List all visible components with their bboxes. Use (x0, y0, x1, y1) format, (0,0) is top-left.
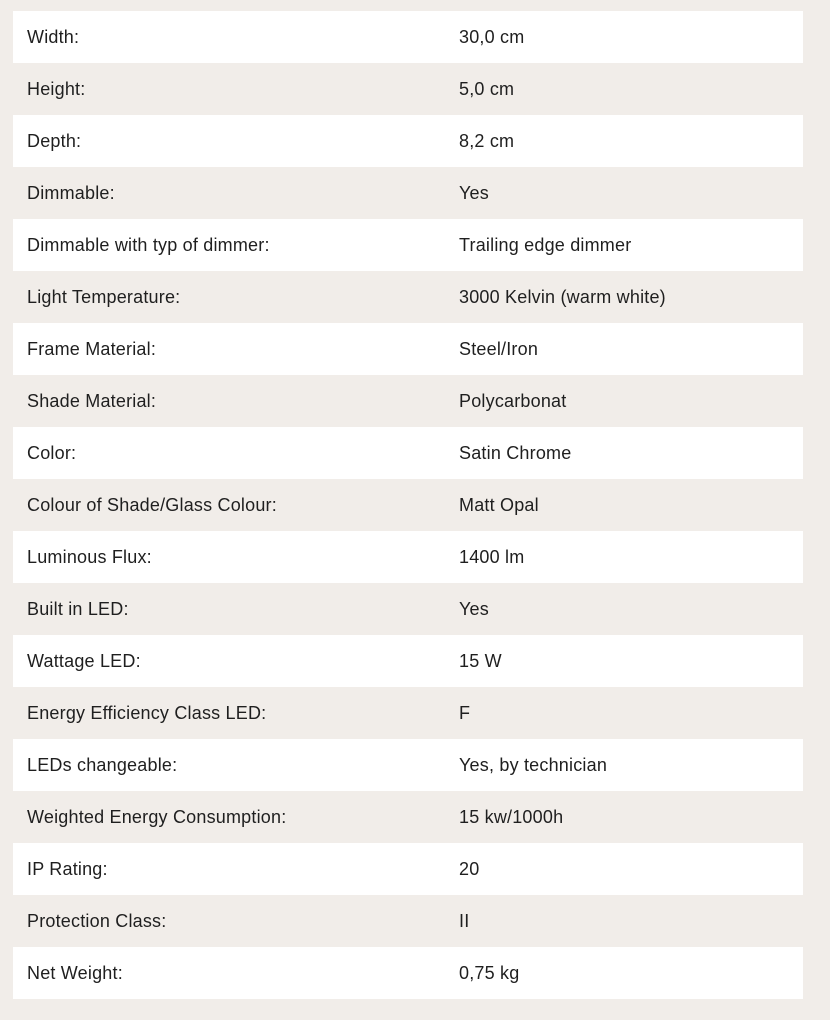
spec-label: IP Rating: (27, 858, 108, 879)
spec-value: 3000 Kelvin (warm white) (459, 286, 666, 307)
spec-value: F (459, 702, 471, 723)
spec-row-leds-changeable (13, 739, 803, 791)
spec-value: 1400 lm (459, 546, 525, 567)
spec-row-net-weight (13, 947, 803, 999)
spec-row-color (13, 427, 803, 479)
spec-row-energy-consumption (13, 791, 803, 843)
spec-row-shade-material (13, 375, 803, 427)
spec-label: Weighted Energy Consumption: (27, 806, 287, 827)
spec-label: Built in LED: (27, 598, 129, 619)
spec-row-built-in-led (13, 583, 803, 635)
spec-row-shade-colour (13, 479, 803, 531)
specifications-table (13, 11, 803, 999)
spec-value: Yes (459, 598, 489, 619)
spec-label: Frame Material: (27, 338, 157, 359)
spec-label: Luminous Flux: (27, 546, 152, 567)
spec-row-dimmable (13, 167, 803, 219)
spec-row-wattage-led (13, 635, 803, 687)
spec-row-ip-rating (13, 843, 803, 895)
spec-label: Colour of Shade/Glass Colour: (27, 494, 277, 515)
spec-row-height (13, 63, 803, 115)
spec-value: Trailing edge dimmer (459, 234, 632, 255)
spec-label: Shade Material: (27, 390, 157, 411)
spec-value: 20 (459, 858, 480, 879)
spec-value: Steel/Iron (459, 338, 539, 359)
spec-value: Yes, by technician (459, 754, 608, 775)
spec-value: 15 kw/1000h (459, 806, 564, 827)
spec-row-protection-class (13, 895, 803, 947)
spec-label: Wattage LED: (27, 650, 141, 671)
spec-value: Yes (459, 182, 489, 203)
spec-value: Matt Opal (459, 494, 539, 515)
spec-value: 0,75 kg (459, 962, 520, 983)
spec-row-frame-material (13, 323, 803, 375)
spec-row-dimmer-type (13, 219, 803, 271)
spec-value: II (459, 910, 470, 931)
spec-row-depth (13, 115, 803, 167)
spec-label: Energy Efficiency Class LED: (27, 702, 267, 723)
spec-label: Net Weight: (27, 962, 123, 983)
spec-row-luminous-flux (13, 531, 803, 583)
spec-label: LEDs changeable: (27, 754, 178, 775)
spec-label: Color: (27, 442, 77, 463)
spec-value: Polycarbonat (459, 390, 567, 411)
spec-value: 5,0 cm (459, 78, 515, 99)
spec-label: Width: (27, 26, 80, 47)
spec-value: 8,2 cm (459, 130, 515, 151)
spec-row-energy-class (13, 687, 803, 739)
spec-label: Height: (27, 78, 86, 99)
spec-label: Dimmable: (27, 182, 115, 203)
spec-row-width (13, 11, 803, 63)
spec-value: Satin Chrome (459, 442, 572, 463)
spec-label: Protection Class: (27, 910, 167, 931)
spec-label: Dimmable with typ of dimmer: (27, 234, 270, 255)
spec-label: Depth: (27, 130, 82, 151)
spec-row-light-temperature (13, 271, 803, 323)
spec-value: 30,0 cm (459, 26, 525, 47)
spec-label: Light Temperature: (27, 286, 181, 307)
spec-value: 15 W (459, 650, 502, 671)
